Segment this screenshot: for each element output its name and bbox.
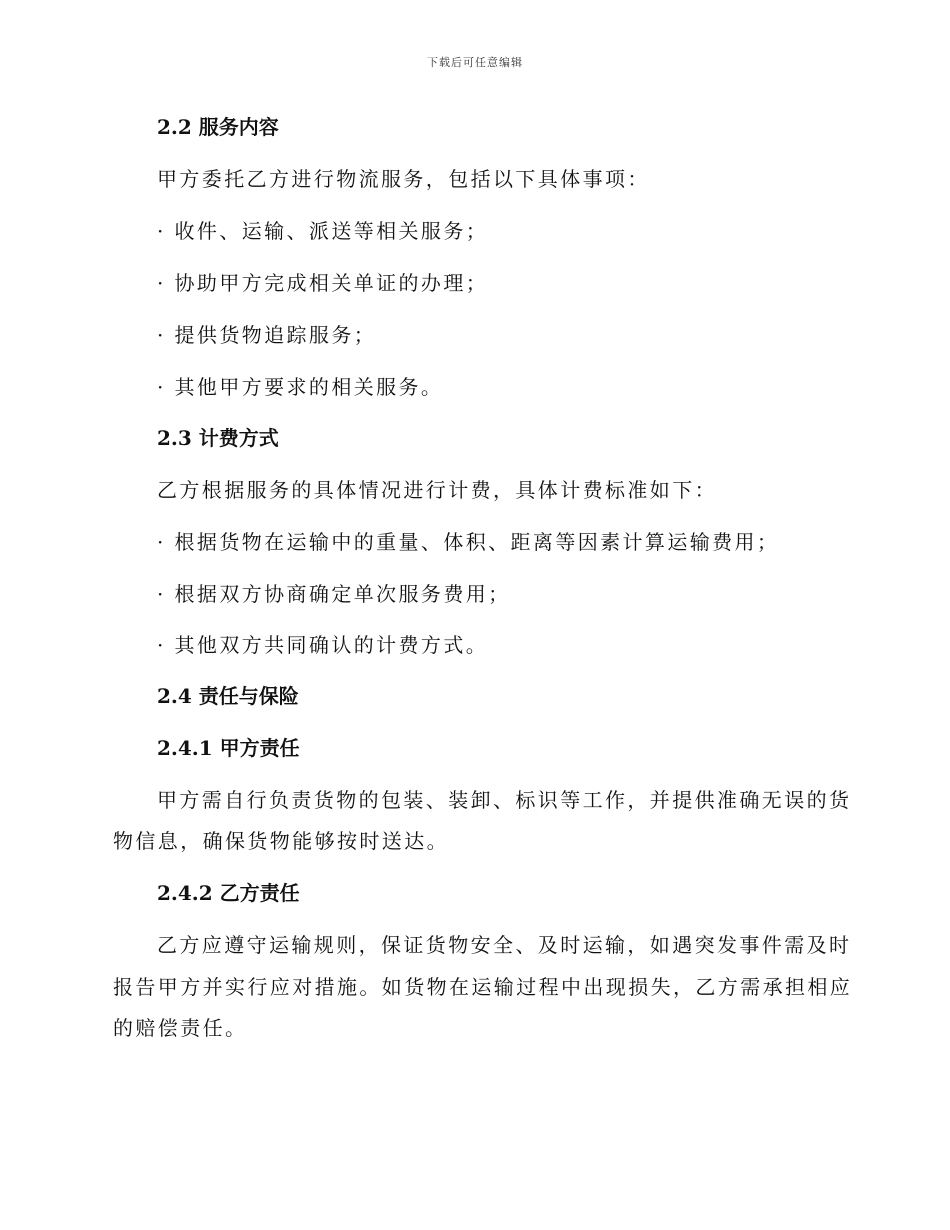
paragraph-line: 甲方需自行负责货物的包装、装卸、标识等工作，并提供准确无误的货 (157, 788, 852, 812)
paragraph-line: 的赔偿责任。 (113, 1016, 248, 1040)
bullet-item: · 协助甲方完成相关单证的办理； (157, 271, 489, 295)
bullet-item: · 其他甲方要求的相关服务。 (157, 375, 444, 399)
paragraph-line: 报告甲方并实行应对措施。如货物在运输过程中出现损失，乙方需承担相应 (113, 975, 853, 999)
bullet-item: · 收件、运输、派送等相关服务； (157, 219, 489, 243)
section-heading-2-3: 2.3 计费方式 (157, 426, 279, 450)
paragraph-line: 物信息，确保货物能够按时送达。 (113, 829, 449, 853)
bullet-item: · 提供货物追踪服务； (157, 323, 377, 347)
bullet-item: · 其他双方共同确认的计费方式。 (157, 633, 489, 657)
section-heading-2-2: 2.2 服务内容 (157, 115, 279, 139)
page-header: 下载后可任意编辑 (427, 56, 523, 69)
section-heading-2-4-2: 2.4.2 乙方责任 (157, 881, 300, 905)
section-2-2-intro: 甲方委托乙方进行物流服务，包括以下具体事项： (157, 167, 650, 191)
bullet-item: · 根据货物在运输中的重量、体积、距离等因素计算运输费用； (157, 530, 780, 554)
paragraph-line: 乙方应遵守运输规则，保证货物安全、及时运输，如遇突发事件需及时 (157, 933, 852, 957)
bullet-item: · 根据双方协商确定单次服务费用； (157, 582, 511, 606)
section-2-3-intro: 乙方根据服务的具体情况进行计费，具体计费标准如下： (157, 478, 717, 502)
section-heading-2-4-1: 2.4.1 甲方责任 (157, 736, 300, 760)
section-heading-2-4: 2.4 责任与保险 (157, 684, 299, 708)
